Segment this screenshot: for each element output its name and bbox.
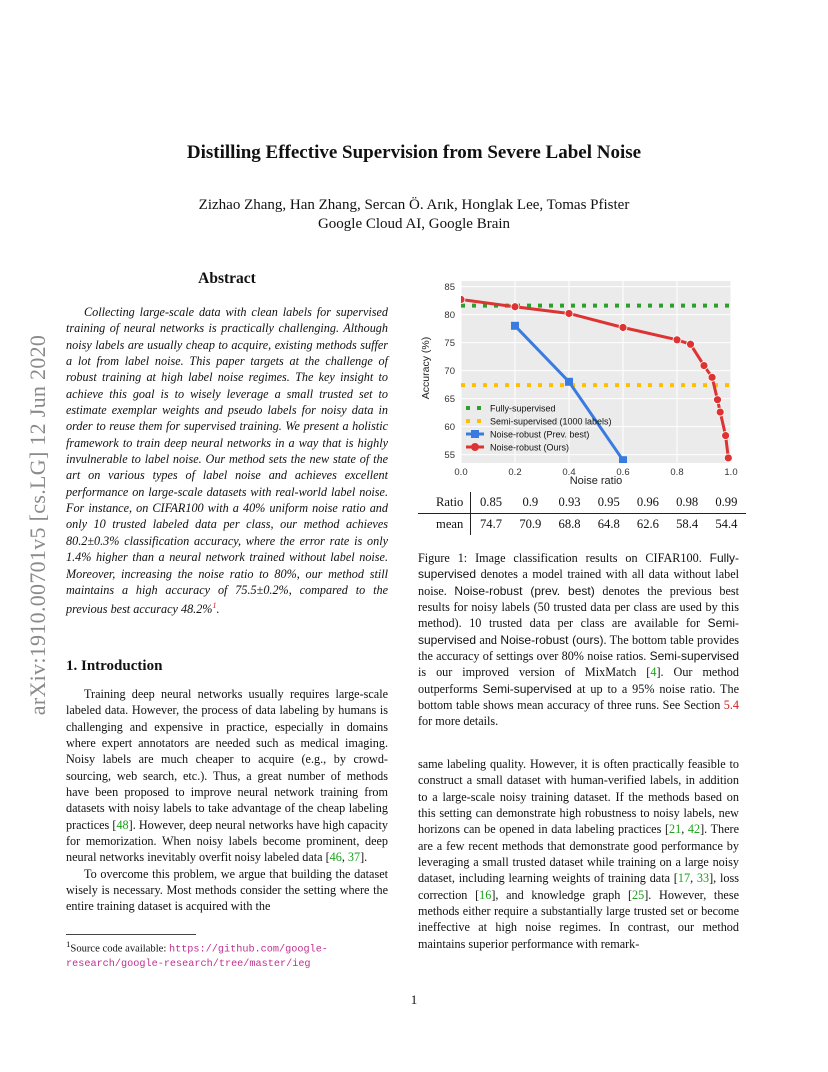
x-tick-label: 0.2 — [508, 467, 522, 478]
x-tick-label: 0.0 — [454, 467, 468, 478]
y-tick-label: 80 — [444, 310, 455, 322]
citation[interactable]: 37 — [347, 850, 361, 865]
data-point — [511, 303, 519, 311]
legend-marker — [471, 430, 479, 438]
legend-label: Noise-robust (Ours) — [490, 442, 570, 453]
table-cell: 0.95 — [589, 492, 628, 514]
table-cell: 64.8 — [597, 517, 620, 531]
table-cell: 58.4 — [676, 517, 699, 531]
right-column-text: same labeling quality. However, it is often practically feasible to construct a small dataset with human-verified labels, in addition to a large-scale noisy training dataset. If the methods based on this setting can demonstrate high robustness to noisy labels, new horizons can be opened in data labeling practices [21, 42]. There are a few recent methods that demonstrate good performance by leveraging a small trusted dataset while training on a large noisy dataset, including learning weights of training data [17, 33], loss correction [16], and knowledge graph [25]. However, these methods either require a substantially large trusted set or become ineffective at high noise regimes. In contrast, our method maintains superior performance with remark- — [418, 757, 740, 951]
table-cell: 54.4 — [715, 517, 738, 531]
table-cell: 68.8 — [558, 517, 581, 531]
table-row-mean — [418, 514, 746, 536]
legend-marker — [471, 443, 479, 451]
source-code-link[interactable]: https://github.com/google-research/google-research/tree/master/ieg — [66, 944, 328, 971]
y-tick-label: 60 — [444, 422, 455, 434]
paper-title: Distilling Effective Supervision from Severe Label Noise — [186, 142, 642, 163]
author-block — [0, 196, 828, 234]
x-tick-label: 0.6 — [616, 467, 630, 478]
y-axis-label: Accuracy (%) — [420, 336, 432, 400]
table-cell: 0.96 — [628, 492, 667, 514]
footnote: $^1$Source code available: https://github.com/google-research/google-research/tree/master/ieg — [66, 939, 328, 971]
data-point — [457, 295, 465, 303]
x-tick-label: 1.0 — [724, 467, 738, 478]
footnote-divider — [66, 934, 196, 935]
data-point — [722, 432, 730, 440]
intro-paragraph-1: Training deep neural networks usually requires large-scale labeled data. However, the process of data labeling by humans is challenging and expensive in practice, especially in domains where expert annotators are needed such as medical imaging. Noisy labels are much cheaper to acquire (e.g., by crowd-sourcing, web search, etc.). Thus, a great number of methods have been proposed to improve neural network training from datasets with noisy labels to take advantage of the cheap labeling practices [48]. However, deep neural networks have high capacity for memorization. When noisy labels become prominent, deep neural networks inevitably overfit noisy labeled data [46, 37]. — [66, 687, 388, 865]
data-point — [716, 408, 724, 416]
table-cell: 62.6 — [636, 517, 659, 531]
section-heading-introduction: 1. Introduction — [66, 658, 163, 674]
accuracy-vs-noise-chart — [418, 268, 746, 490]
footnote-marker[interactable]: 1 — [212, 601, 217, 611]
legend-label: Fully-supervised — [490, 403, 556, 414]
data-point — [724, 454, 732, 462]
intro-paragraph-2: To overcome this problem, we argue that building the dataset wisely is necessary. Most methods consider the setting where the entire training dataset is acquired with the — [66, 866, 388, 914]
citation[interactable]: 48 — [116, 817, 129, 832]
data-point — [708, 373, 716, 381]
figure-1-caption: Figure 1: Image classification results on CIFAR100. Fully-supervised denotes a model trained with all data without label noise. Noise-robust (prev. best) denotes the previous best results for noisy labels (50 trusted data per class are used by this method). 10 trusted data per class are available for Semi-supervised and Noise-robust (ours). The bottom table provides the accuracy of settings over 80% noise ratios. Semi-supervised is our improved version of MixMatch [4]. Our method outperforms Semi-supervised at up to a 95% noise ratio. The bottom table shows mean accuracy of three runs. See Section 5.4 for more details. — [418, 551, 740, 729]
x-axis-label: Noise ratio — [569, 475, 623, 487]
table-cell: 0.93 — [550, 492, 589, 514]
table-cell: 70.9 — [519, 517, 542, 531]
y-tick-label: 85 — [444, 282, 455, 294]
data-point — [565, 309, 573, 317]
table-cell: 0.99 — [707, 492, 746, 514]
citation[interactable]: 42 — [687, 822, 701, 837]
data-point — [619, 456, 627, 464]
y-tick-label: 75 — [444, 338, 455, 350]
citation[interactable]: 21 — [669, 822, 682, 837]
table-row-ratio — [418, 492, 746, 514]
citation[interactable]: 17 — [677, 871, 691, 886]
data-point — [511, 322, 519, 330]
page-number: 1 — [410, 992, 418, 1007]
table-cell: 0.85 — [471, 492, 511, 514]
table-row-label: mean — [418, 514, 471, 536]
data-point — [565, 378, 573, 386]
legend-label: Noise-robust (Prev. best) — [490, 429, 590, 440]
table-cell: 0.98 — [668, 492, 707, 514]
x-tick-label: 0.4 — [562, 467, 576, 478]
section-reference[interactable]: 5.4 — [723, 698, 739, 713]
citation[interactable]: 25 — [632, 887, 645, 902]
affiliation: Google Cloud AI, Google Brain — [317, 216, 511, 232]
y-tick-label: 70 — [444, 366, 455, 378]
data-point — [714, 396, 722, 404]
noise-ratio-table — [418, 492, 746, 535]
x-tick-label: 0.8 — [670, 467, 684, 478]
y-tick-label: 65 — [444, 394, 455, 406]
introduction-text — [66, 686, 388, 915]
data-point — [687, 340, 695, 348]
citation[interactable]: 33 — [696, 871, 710, 886]
table-cell: 74.7 — [480, 517, 503, 531]
figure-1-chart — [418, 268, 746, 490]
citation[interactable]: 46 — [329, 850, 342, 865]
citation[interactable]: 16 — [479, 887, 492, 902]
table-row-label: Ratio — [418, 492, 471, 514]
data-point — [700, 362, 708, 370]
arxiv-stamp: arXiv:1910.00701v5 [cs.LG] 12 Jun 2020 — [25, 334, 51, 716]
data-point — [673, 336, 681, 344]
y-tick-label: 55 — [444, 450, 455, 462]
authors: Zizhao Zhang, Han Zhang, Sercan Ö. Arık, Honglak Lee, Tomas Pfister — [198, 197, 630, 213]
legend-label: Semi-supervised (1000 labels) — [490, 416, 612, 427]
data-point — [619, 323, 627, 331]
table-cell: 0.9 — [511, 492, 550, 514]
citation[interactable]: 4 — [650, 665, 657, 680]
abstract-text: Collecting large-scale data with clean labels for supervised training of neural networks is practically challenging. Although noisy labels are usually cheap to acquire, existing methods suffer a lot from label noise. This paper targets at the challenge of robust training at high label noise regimes. The key insight to achieve this goal is to wisely leverage a small trusted set to estimate exemplar weights and pseudo labels for noisy data in order to reuse them for supervised training. We present a holistic framework to train deep neural networks in a way that is highly invulnerable to label noise. Our method sets the new state of the art on various types of label noise and achieves excellent performance on large-scale datasets with real-world label noise. For instance, on CIFAR100 with a 40% uniform noise ratio and only 10 trusted labeled data per class, our method achieves 80.2±0.3% classification accuracy, where the error rate is only 1.4% higher than a neural network trained without label noise. Moreover, increasing the noise ratio to 80%, our method still maintains a high accuracy of 75.5±0.2%, compared to the previous best accuracy 48.2%$^1$. — [66, 305, 388, 617]
abstract-heading: Abstract — [198, 270, 256, 287]
